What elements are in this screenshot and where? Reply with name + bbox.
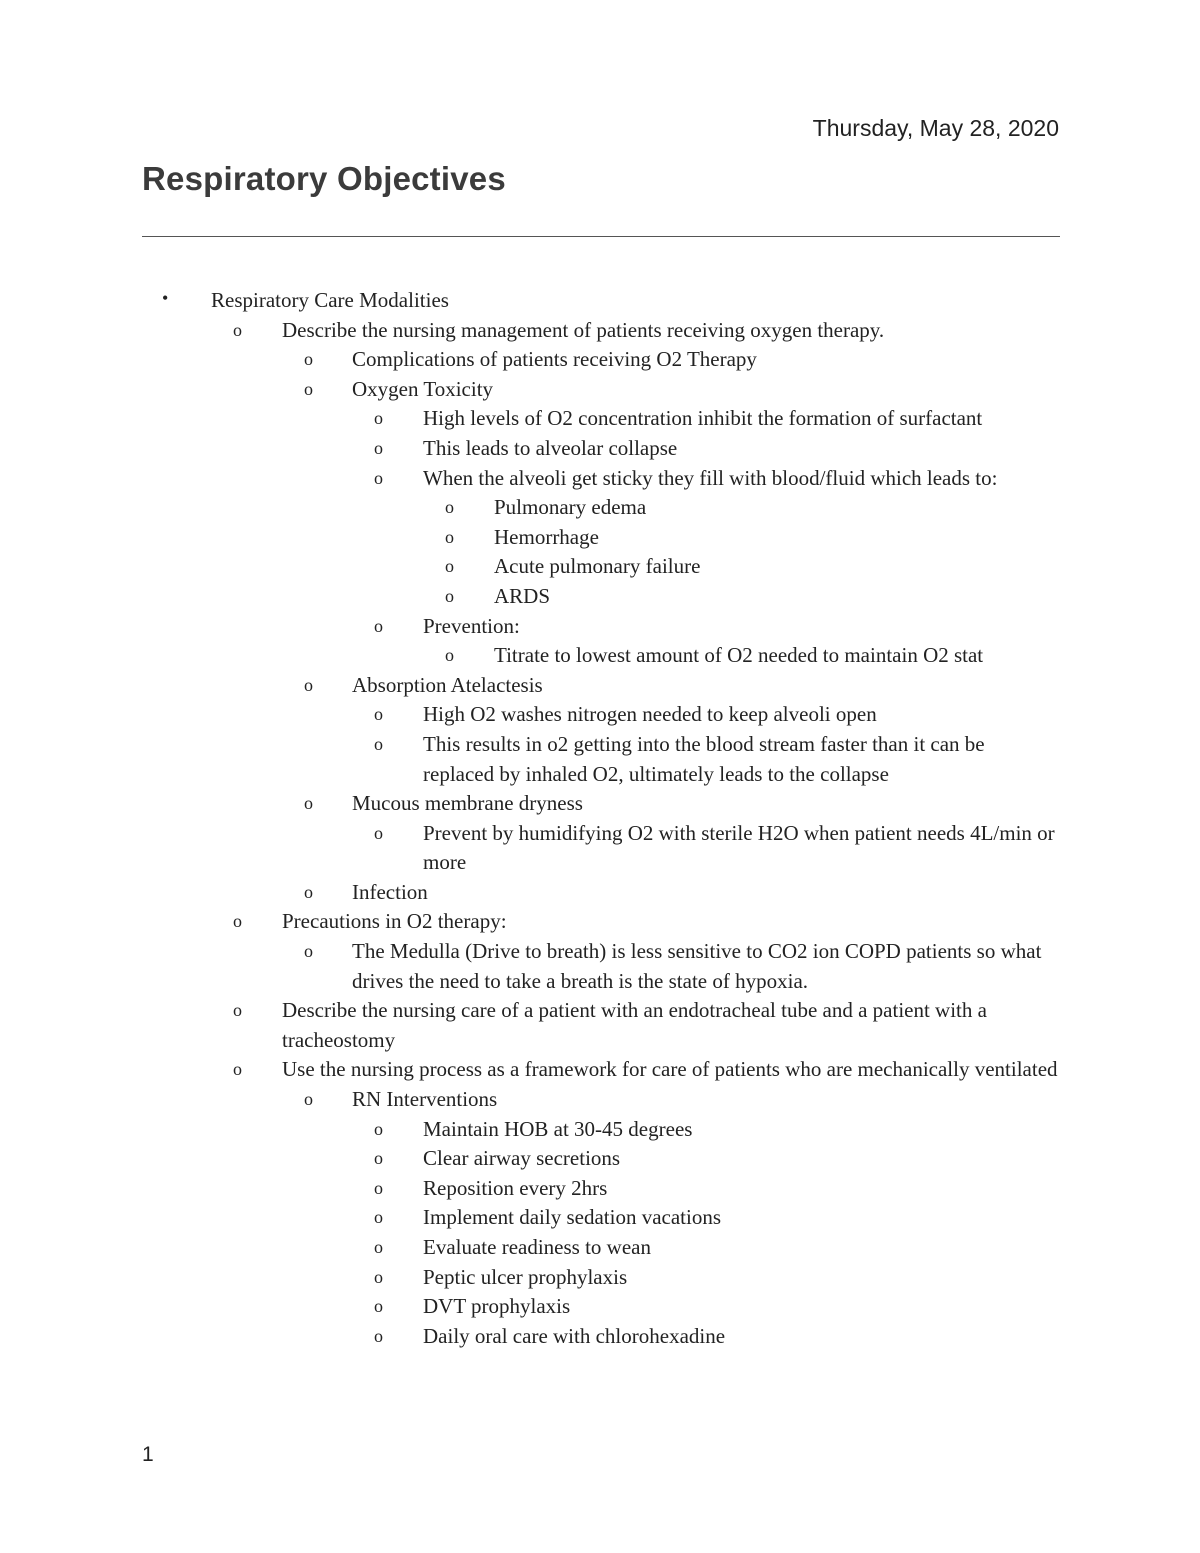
outline-item-text: Precautions in O2 therapy:	[282, 909, 507, 934]
bullet-marker: o	[374, 408, 383, 429]
outline-item-text: Implement daily sedation vacations	[423, 1205, 721, 1230]
outline-item-level-5	[0, 523, 1200, 553]
bullet-marker: o	[374, 615, 383, 636]
outline-item-level-4	[0, 1322, 1200, 1352]
document-date: Thursday, May 28, 2020	[812, 115, 1059, 141]
outline-item-level-4	[0, 404, 1200, 434]
outline-item-text: Hemorrhage	[494, 524, 599, 549]
outline-item-level-4	[0, 612, 1200, 642]
outline-item-level-4	[0, 1233, 1200, 1263]
outline-item-level-4	[0, 819, 1200, 878]
outline-item-text: The Medulla (Drive to breath) is less sensitive to CO2 ion COPD patients so what drives the need to take a breath is the state of hypoxia.	[352, 939, 1042, 993]
outline-item-level-2	[0, 907, 1200, 937]
outline-item-level-4	[0, 1292, 1200, 1322]
bullet-marker: o	[374, 1237, 383, 1257]
bullet-marker: o	[374, 733, 383, 754]
bullet-marker: o	[374, 1266, 383, 1287]
outline-item-text: Describe the nursing management of patients receiving oxygen therapy.	[282, 317, 885, 342]
bullet-marker: o	[374, 822, 383, 843]
bullet-marker: •	[162, 288, 169, 308]
outline-item-text: Describe the nursing care of a patient with an endotracheal tube and a patient with a tracheostomy	[282, 998, 987, 1052]
outline-item-level-4	[0, 1203, 1200, 1233]
outline-item-level-3	[0, 1085, 1200, 1115]
outline-item-level-4	[0, 700, 1200, 730]
bullet-marker: o	[374, 1207, 383, 1228]
outline-item-text: ARDS	[494, 583, 551, 608]
outline-item-level-4	[0, 1263, 1200, 1293]
outline-item-level-5	[0, 641, 1200, 671]
bullet-marker: o	[304, 881, 313, 902]
outline-item-text: Maintain HOB at 30-45 degrees	[423, 1116, 693, 1141]
bullet-marker: o	[445, 556, 454, 577]
outline-item-level-3	[0, 375, 1200, 405]
outline-item-text: Mucous membrane dryness	[352, 791, 583, 816]
outline-item-text: Respiratory Care Modalities	[211, 288, 449, 312]
outline-item-level-3	[0, 878, 1200, 908]
bullet-marker: o	[374, 1177, 383, 1198]
outline-item-level-4	[0, 730, 1200, 789]
outline-item-level-4	[0, 1115, 1200, 1145]
outline-item-text: Infection	[352, 879, 428, 904]
outline-item-text: This results in o2 getting into the blood stream faster than it can be replaced by inhaled O2, ultimately leads to the collapse	[423, 731, 985, 786]
outline-item-level-2	[0, 1055, 1200, 1085]
page-title: Respiratory Objectives	[142, 160, 506, 197]
outline-item-level-3	[0, 937, 1200, 996]
bullet-marker: o	[304, 674, 313, 695]
bullet-marker: o	[304, 349, 313, 370]
outline-item-text: Reposition every 2hrs	[423, 1175, 608, 1200]
outline-item-text: Acute pulmonary failure	[494, 554, 701, 579]
outline-item-level-3	[0, 345, 1200, 375]
outline-item-text: Prevent by humidifying O2 with sterile H2O when patient needs 4L/min or more	[423, 820, 1055, 875]
bullet-marker: o	[304, 941, 313, 962]
bullet-marker: o	[374, 1148, 383, 1169]
outline-item-text: Clear airway secretions	[423, 1146, 621, 1171]
bullet-marker: o	[374, 704, 383, 725]
outline-item-text: RN Interventions	[352, 1087, 498, 1112]
bullet-marker: o	[233, 1000, 242, 1021]
outline-item-level-4	[0, 464, 1200, 494]
outline-item-text: Use the nursing process as a framework for care of patients who are mechanically ventilated	[282, 1057, 1058, 1082]
bullet-marker: o	[374, 467, 383, 488]
outline-item-level-2	[0, 996, 1200, 1055]
outline-item-level-5	[0, 552, 1200, 582]
outline-item-text: Oxygen Toxicity	[352, 376, 494, 401]
bullet-marker: o	[445, 526, 454, 547]
outline-item-text: High levels of O2 concentration inhibit the formation of surfactant	[423, 406, 983, 431]
outline-item-text: Titrate to lowest amount of O2 needed to maintain O2 stat	[494, 643, 984, 668]
bullet-marker: o	[374, 1118, 383, 1139]
outline-item-text: DVT prophylaxis	[423, 1294, 571, 1319]
bullet-marker: o	[233, 319, 242, 340]
outline-item-level-3	[0, 671, 1200, 701]
bullet-marker: o	[233, 1059, 242, 1080]
outline-item-level-4	[0, 1144, 1200, 1174]
outline-item-text: Pulmonary edema	[494, 495, 647, 520]
outline-item-text: Peptic ulcer prophylaxis	[423, 1264, 628, 1289]
objectives-outline	[0, 286, 1200, 1351]
outline-item-level-5	[0, 582, 1200, 612]
outline-item-level-5	[0, 493, 1200, 523]
outline-item-text: High O2 washes nitrogen needed to keep alveoli open	[423, 702, 877, 727]
outline-item-text: Prevention:	[423, 613, 520, 638]
outline-item-text: Evaluate readiness to wean	[423, 1235, 651, 1259]
outline-item-text: Complications of patients receiving O2 Therapy	[352, 347, 757, 372]
page-number: 1	[142, 1443, 154, 1466]
outline-item-level-4	[0, 434, 1200, 464]
bullet-marker: o	[374, 1296, 383, 1317]
bullet-marker: o	[374, 1325, 383, 1346]
bullet-marker: o	[445, 585, 454, 606]
outline-item-level-3	[0, 789, 1200, 819]
bullet-marker: o	[304, 378, 313, 399]
outline-item-level-1	[0, 286, 1200, 316]
bullet-marker: o	[445, 497, 454, 518]
outline-item-level-4	[0, 1174, 1200, 1204]
bullet-marker: o	[304, 1089, 313, 1110]
bullet-marker: o	[445, 645, 454, 666]
outline-item-level-2	[0, 316, 1200, 346]
title-divider	[142, 236, 1060, 237]
outline-item-text: Absorption Atelactesis	[352, 672, 543, 697]
outline-item-text: Daily oral care with chlorohexadine	[423, 1323, 726, 1348]
bullet-marker: o	[304, 793, 313, 814]
outline-item-text: This leads to alveolar collapse	[423, 435, 678, 460]
bullet-marker: o	[233, 911, 242, 932]
bullet-marker: o	[374, 437, 383, 458]
outline-item-text: When the alveoli get sticky they fill with blood/fluid which leads to:	[423, 465, 998, 490]
